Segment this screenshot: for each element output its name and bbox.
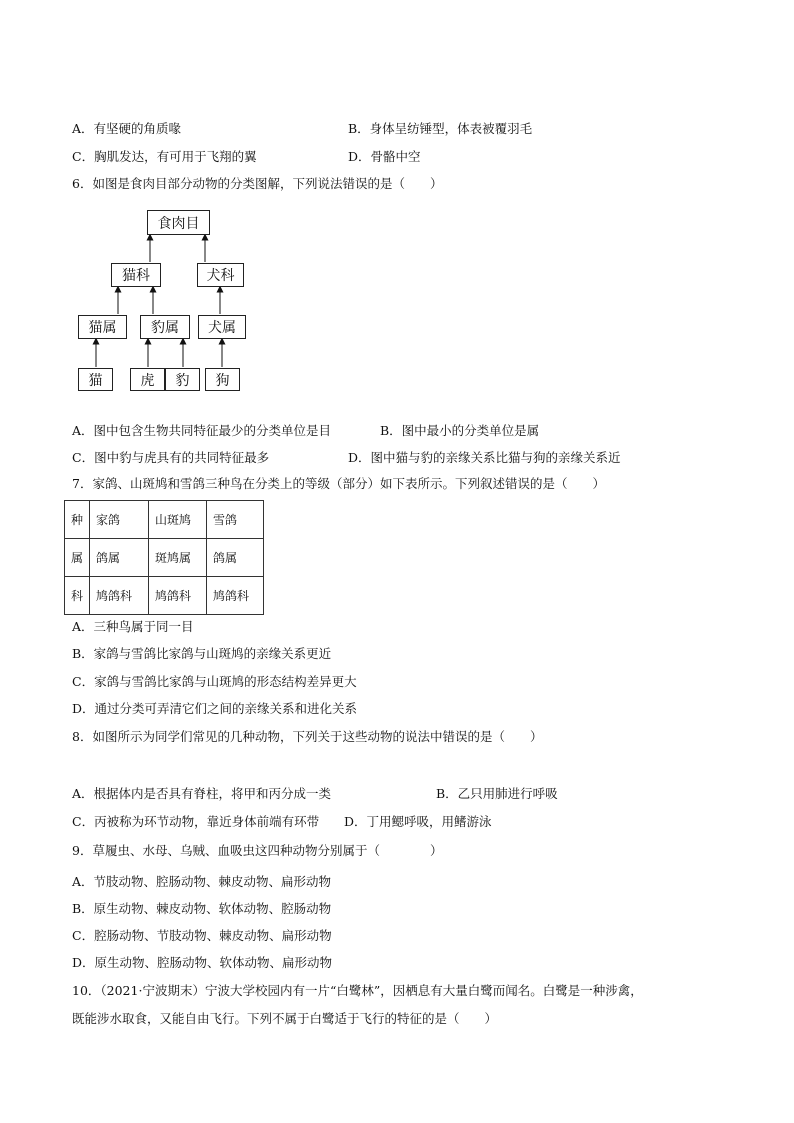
- q7-option-a: A．三种鸟属于同一目: [72, 619, 194, 634]
- q8-option-b: B．乙只用肺进行呼吸: [436, 786, 558, 801]
- q7-option-c: C．家鸽与雪鸽比家鸽与山斑鸠的形态结构差异更大: [72, 674, 357, 689]
- table-cell: 属: [65, 539, 90, 577]
- diagram-genus-dog-box: 犬属: [198, 315, 246, 339]
- diagram-species-cat-box: 猫: [78, 368, 113, 391]
- q8-option-a: A．根据体内是否具有脊柱，将甲和丙分成一类: [72, 786, 332, 801]
- q9-option-d: D．原生动物、腔肠动物、软体动物、扁形动物: [72, 955, 333, 970]
- q7-stem: 7．家鸽、山斑鸠和雪鸽三种鸟在分类上的等级（部分）如下表所示。下列叙述错误的是（ ）: [72, 476, 605, 491]
- table-cell: 山斑鸠: [149, 501, 207, 539]
- diagram-species-leopard-box: 豹: [165, 368, 200, 391]
- table-cell: 家鸽: [90, 501, 149, 539]
- diagram-species-tiger-box: 虎: [130, 368, 165, 391]
- q5-option-d: D．骨骼中空: [348, 149, 421, 164]
- diagram-family-dog-box: 犬科: [197, 263, 244, 287]
- diagram-genus-cat-box: 猫属: [78, 315, 127, 339]
- table-cell: 鸽属: [90, 539, 149, 577]
- q10-stem-line2: 既能涉水取食，又能自由飞行。下列不属于白鹭适于飞行的特征的是（ ）: [72, 1011, 498, 1026]
- q6-option-c: C．图中豹与虎具有的共同特征最多: [72, 450, 270, 465]
- diagram-family-cat-box: 猫科: [111, 263, 161, 287]
- classification-table: [64, 500, 264, 615]
- q5-option-a: A．有坚硬的角质喙: [72, 121, 182, 136]
- table-cell: 鸠鸽科: [90, 577, 149, 615]
- table-cell: 鸠鸽科: [149, 577, 207, 615]
- q10-stem-line1: 10．（2021·宁波期末）宁波大学校园内有一片“白鹭林”，因栖息有大量白鹭而闻名。白鹭是一种涉禽，: [72, 983, 643, 998]
- q8-option-d: D．丁用鳃呼吸，用鳍游泳: [344, 814, 492, 829]
- q9-option-b: B．原生动物、棘皮动物、软体动物、腔肠动物: [72, 901, 332, 916]
- q8-stem: 8．如图所示为同学们常见的几种动物，下列关于这些动物的说法中错误的是（ ）: [72, 729, 543, 744]
- q5-option-b: B．身体呈纺锤型，体表被覆羽毛: [348, 121, 533, 136]
- q9-stem: 9．草履虫、水母、乌贼、血吸虫这四种动物分别属于（ ）: [72, 843, 443, 858]
- q5-option-c: C．胸肌发达，有可用于飞翔的翼: [72, 149, 257, 164]
- diagram-species-dog-box: 狗: [205, 368, 240, 391]
- diagram-order-box: 食肉目: [147, 210, 210, 235]
- table-cell: 鸽属: [207, 539, 264, 577]
- table-row: [65, 539, 264, 577]
- q7-option-d: D．通过分类可弄清它们之间的亲缘关系和进化关系: [72, 701, 358, 716]
- q8-option-c: C．丙被称为环节动物，靠近身体前端有环带: [72, 814, 320, 829]
- table-cell: 斑鸠属: [149, 539, 207, 577]
- q6-option-a: A．图中包含生物共同特征最少的分类单位是目: [72, 423, 332, 438]
- table-cell: 种: [65, 501, 90, 539]
- q7-option-b: B．家鸽与雪鸽比家鸽与山斑鸠的亲缘关系更近: [72, 646, 332, 661]
- table-cell: 科: [65, 577, 90, 615]
- table-cell: 鸠鸽科: [207, 577, 264, 615]
- q6-stem: 6．如图是食肉目部分动物的分类图解，下列说法错误的是（ ）: [72, 176, 443, 191]
- q6-option-b: B．图中最小的分类单位是属: [380, 423, 540, 438]
- q6-option-d: D．图中猫与豹的亲缘关系比猫与狗的亲缘关系近: [348, 450, 621, 465]
- q9-option-a: A．节肢动物、腔肠动物、棘皮动物、扁形动物: [72, 874, 332, 889]
- table-cell: 雪鸽: [207, 501, 264, 539]
- table-row: [65, 577, 264, 615]
- diagram-genus-leopard-box: 豹属: [140, 315, 190, 339]
- q9-option-c: C．腔肠动物、节肢动物、棘皮动物、扁形动物: [72, 928, 332, 943]
- table-row: [65, 501, 264, 539]
